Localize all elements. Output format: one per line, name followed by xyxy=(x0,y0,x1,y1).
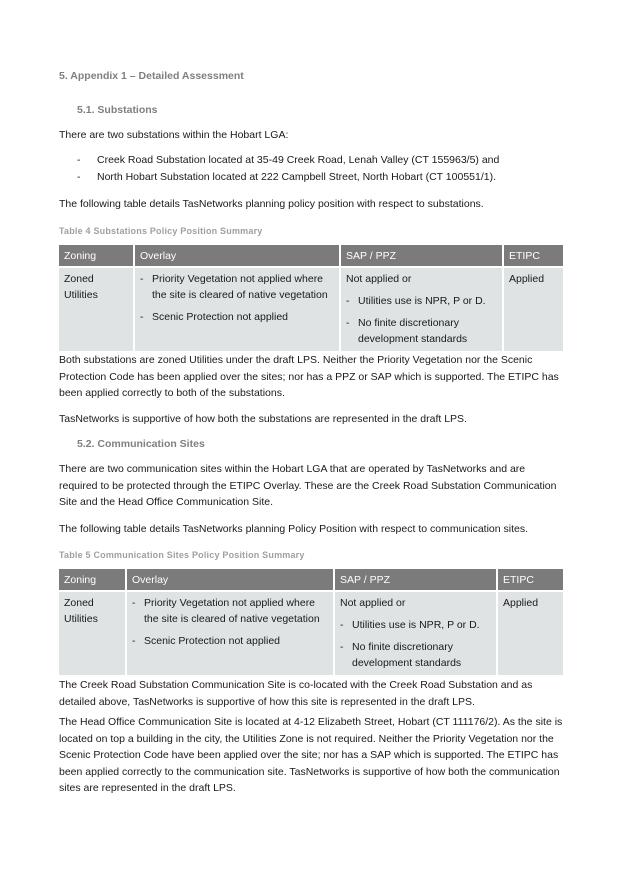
communication-sites-policy-table xyxy=(59,569,563,675)
col-header-sap-ppz: SAP / PPZ xyxy=(334,569,497,591)
head-office-comm-paragraph: The Head Office Communication Site is located at 4-12 Elizabeth Street, Hobart (CT 111176/2). As the site is located on top a building in the city, the Utilities Zone is not required. Neither the Priority Vegetation nor the Scenic Protection Code have been applied over the site; nor has a SAP which is supported. The ETIPC has been applied correctly to the communication site. TasNetworks is supportive of how both the communication sites are represented in the draft LPS. xyxy=(59,716,563,794)
substations-heading: 5.1. Substations xyxy=(77,104,158,116)
cell-sap-ppz xyxy=(334,591,497,675)
communication-sites-heading: 5.2. Communication Sites xyxy=(77,438,205,450)
table-header-row xyxy=(59,245,563,267)
bullet-text: North Hobart Substation located at 222 Campbell Street, North Hobart (CT 100551/1). xyxy=(97,171,497,183)
col-header-sap-ppz: SAP / PPZ xyxy=(340,245,503,267)
cell-zoning: Zoned Utilities xyxy=(59,267,134,351)
communication-sites-intro: There are two communication sites within the Hobart LGA that are operated by TasNetworks and are required to be protected through the ETIPC Overlay. These are the Creek Road Substation Communication Site and the Head Office Communication Site. xyxy=(59,463,557,508)
col-header-zoning: Zoning xyxy=(59,569,126,591)
cell-etipc: Applied xyxy=(497,591,563,675)
overlay-item: - Priority Vegetation not applied where the site is cleared of native vegetation xyxy=(140,273,328,301)
cell-etipc: Applied xyxy=(503,267,563,351)
cell-zoning: Zoned Utilities xyxy=(59,591,126,675)
sap-item: - Utilities use is NPR, P or D. xyxy=(340,619,480,631)
sap-item: - No finite discretionary development standards xyxy=(346,317,468,345)
overlay-item: - Priority Vegetation not applied where the site is cleared of native vegetation xyxy=(132,597,320,625)
sap-intro: Not applied or xyxy=(346,273,412,285)
bullet-item: - North Hobart Substation located at 222 Campbell Street, North Hobart (CT 100551/1). xyxy=(77,171,497,183)
creek-road-comm-paragraph: The Creek Road Substation Communication Site is co-located with the Creek Road Substation and as detailed above, TasNetworks is supportive of how this site is represented in the draft LPS. xyxy=(59,679,533,708)
substations-support-paragraph: TasNetworks is supportive of how both the substations are represented in the draft LPS. xyxy=(59,413,467,425)
table-5-caption: Table 5 Communication Sites Policy Position Summary xyxy=(59,550,305,560)
substations-intro: There are two substations within the Hobart LGA: xyxy=(59,129,289,141)
overlay-item: - Scenic Protection not applied xyxy=(140,311,289,323)
overlay-item: - Scenic Protection not applied xyxy=(132,635,281,647)
substations-policy-table xyxy=(59,245,563,351)
cell-overlay xyxy=(126,591,334,675)
col-header-overlay: Overlay xyxy=(134,245,340,267)
communication-sites-table-intro: The following table details TasNetworks planning Policy Position with respect to communication sites. xyxy=(59,523,529,535)
substations-zoned-paragraph: Both substations are zoned Utilities under the draft LPS. Neither the Priority Vegetation nor the Scenic Protection Code has been applied over the sites; nor has a PPZ or SAP which is supported. The ETIPC has been applied correctly to both of the substations. xyxy=(59,354,559,399)
col-header-overlay: Overlay xyxy=(126,569,334,591)
appendix-heading: 5. Appendix 1 – Detailed Assessment xyxy=(59,70,244,82)
sap-item: - No finite discretionary development standards xyxy=(340,641,462,669)
cell-overlay xyxy=(134,267,340,351)
table-row xyxy=(59,267,563,351)
table-4-caption: Table 4 Substations Policy Position Summary xyxy=(59,226,263,236)
bullet-text: Creek Road Substation located at 35-49 Creek Road, Lenah Valley (CT 155963/5) and xyxy=(97,154,500,166)
sap-intro: Not applied or xyxy=(340,597,406,609)
sap-item: - Utilities use is NPR, P or D. xyxy=(346,295,486,307)
substations-table-intro: The following table details TasNetworks planning policy position with respect to substations. xyxy=(59,198,484,210)
cell-sap-ppz xyxy=(340,267,503,351)
bullet-item: - Creek Road Substation located at 35-49 Creek Road, Lenah Valley (CT 155963/5) and xyxy=(77,154,500,166)
col-header-etipc: ETIPC xyxy=(497,569,563,591)
table-header-row xyxy=(59,569,563,591)
col-header-etipc: ETIPC xyxy=(503,245,563,267)
table-row xyxy=(59,591,563,675)
col-header-zoning: Zoning xyxy=(59,245,134,267)
